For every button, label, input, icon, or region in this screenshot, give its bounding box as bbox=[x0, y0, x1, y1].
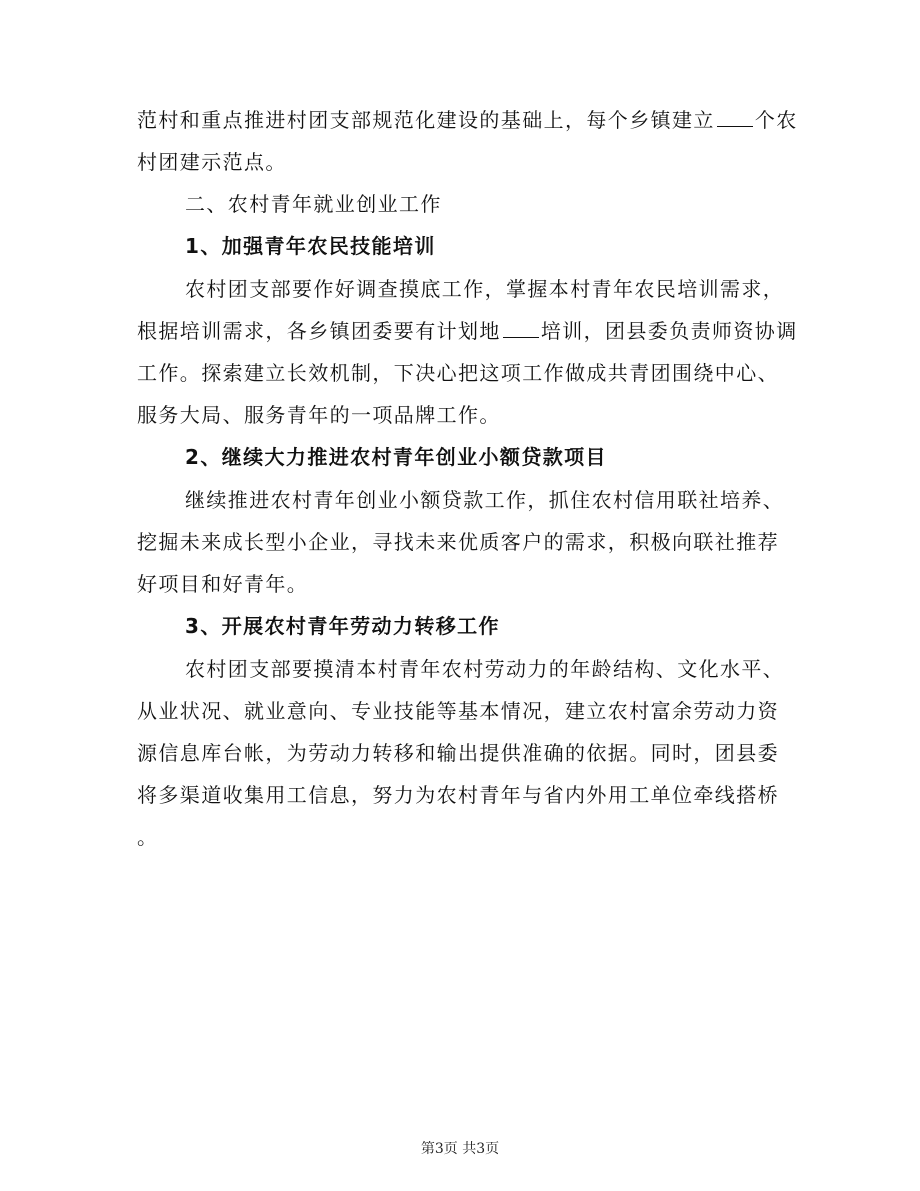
page-number: 第3页 共3页 bbox=[420, 1141, 500, 1157]
item3-heading: 3、开展农村青年劳动力转移工作 bbox=[185, 614, 500, 638]
item1-line-4: 服务大局、服务青年的一项品牌工作。 bbox=[137, 403, 501, 427]
item1-line-2 bbox=[137, 319, 798, 343]
text-span: 培训，团县委负责师资协调 bbox=[540, 319, 798, 343]
text-span: 根据培训需求，各乡镇团委要有计划地 bbox=[137, 319, 501, 343]
intro-line-2: 村团建示范点。 bbox=[137, 150, 287, 174]
item2-line-1: 继续推进农村青年创业小额贷款工作，抓住农村信用联社培养、 bbox=[185, 488, 785, 512]
text-span: 范村和重点推进村团支部规范化建设的基础上，每个乡镇建立 bbox=[137, 108, 715, 132]
item1-line-3: 工作。探索建立长效机制，下决心把这项工作做成共青团围绕中心、 bbox=[137, 361, 779, 385]
item2-line-3: 好项目和好青年。 bbox=[137, 572, 309, 596]
fill-in-blank bbox=[717, 108, 753, 127]
item3-line-5: 。 bbox=[137, 825, 159, 849]
intro-line-1 bbox=[137, 108, 798, 132]
item3-line-2: 从业状况、就业意向、专业技能等基本情况，建立农村富余劳动力资 bbox=[137, 699, 779, 723]
item1-heading: 1、加强青年农民技能培训 bbox=[185, 234, 436, 258]
item2-line-2: 挖掘未来成长型小企业，寻找未来优质客户的需求，积极向联社推荐 bbox=[137, 530, 779, 554]
section-heading: 二、农村青年就业创业工作 bbox=[185, 192, 442, 216]
item3-line-1: 农村团支部要摸清本村青年农村劳动力的年龄结构、文化水平、 bbox=[185, 657, 785, 681]
text-span: 个农 bbox=[754, 108, 798, 132]
item2-heading: 2、继续大力推进农村青年创业小额贷款项目 bbox=[185, 445, 607, 469]
item3-line-4: 将多渠道收集用工信息，努力为农村青年与省内外用工单位牵线搭桥 bbox=[137, 783, 779, 807]
fill-in-blank bbox=[503, 319, 539, 338]
item3-line-3: 源信息库台帐，为劳动力转移和输出提供准确的依据。同时，团县委 bbox=[137, 741, 779, 765]
item1-line-1: 农村团支部要作好调查摸底工作，掌握本村青年农民培训需求， bbox=[185, 277, 785, 301]
